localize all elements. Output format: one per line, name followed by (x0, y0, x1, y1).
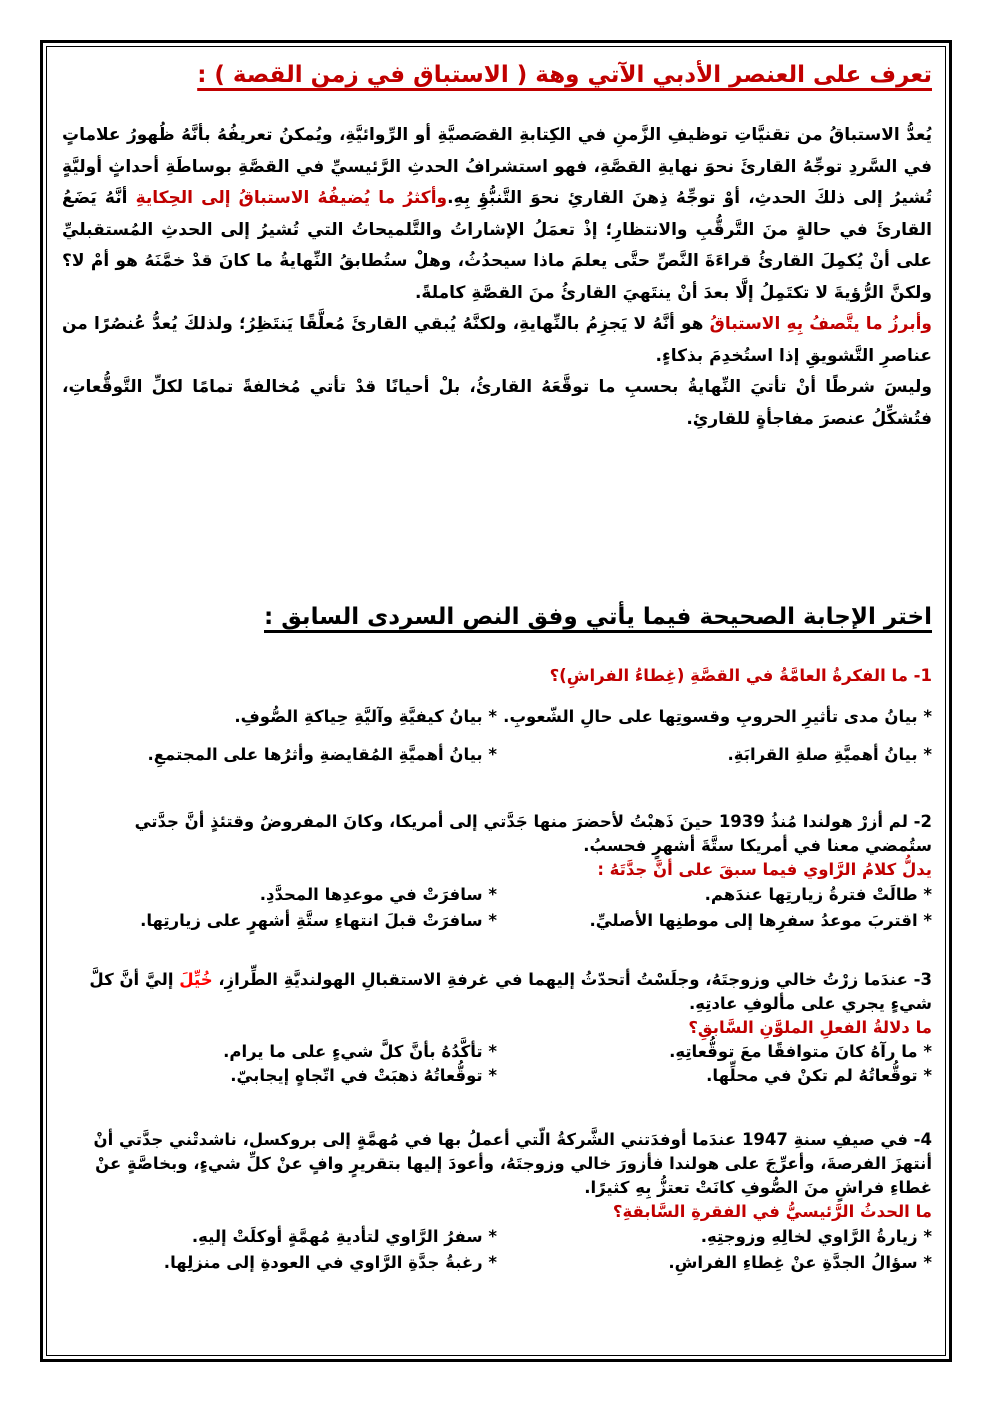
option[interactable]: * بيانُ مدى تأثيرِ الحروبِ وقسوتِها على حالِ الشّعوبِ. (503, 707, 932, 726)
passage-text (62, 968, 932, 1016)
option[interactable]: * زيارةُ الرَّاوي لخالِهِ وزوجتِهِ. (700, 1227, 932, 1246)
intro-highlight: وأبرزُ ما يتَّصفُ بِهِ الاستباقُ (709, 314, 932, 334)
passage-part: 3- عندَما زرْتُ خالي وزوجتَهُ، وجلَسْتُ أتحدّثُ إليهما في غرفةِ الاستقبالِ الهولنديَّةِ الطِّرازِ، (212, 970, 932, 989)
intro-highlight: وأكثرُ ما يُضيفُهُ الاستباقُ إلى الحِكايةِ (135, 188, 448, 208)
option[interactable]: * تأكَّدُهُ بأنَّ كلَّ شيءٍ على ما يرام. (223, 1042, 497, 1061)
intro-text: يُعدُّ الاستباقُ من تقنيَّاتِ توظيفِ الزَّمنِ في الكِتابةِ القصَصيَّةِ أو الرِّوائيَّةِ، ويُمكنُ تعريفُهُ بأنَّهُ ظُهورُ علاماتٍ في السَّردِ توجِّهُ القارئَ نحوَ نهايةِ القصَّةِ، فهو استشرافُ الحدثِ الرَّئيسيِّ في القصَّةِ بوساطَةِ أحداثٍ أوليَّةٍ تُشيرُ إلى ذلكَ الحدثِ، أوْ توجِّهُ ذِهنَ القارئِ نحوَ التَّنبُّؤِ بِهِ. (62, 125, 933, 208)
question-4 (62, 1128, 932, 1276)
intro-text: وليسَ شرطًا أنْ تأتيَ النِّهايةُ بحسبِ ما توقَّعَهُ القارئُ، بلْ أحيانًا قدْ تأتي مُخالفةً تمامًا لكلِّ التَّوقُّعاتِ، فتُشكِّلُ عنصرَ مفاجأةٍ للقارئِ. (62, 377, 932, 429)
option[interactable]: * سفرُ الرَّاوي لتأديةِ مُهمَّةٍ أوكلَتْ إليهِ. (191, 1227, 497, 1246)
option[interactable]: * سافرَتْ قبلَ انتهاءِ ستَّةِ أشهرٍ على زيارتِها. (140, 911, 497, 930)
option[interactable]: * سؤالُ الجدَّةِ عنْ غِطاءِ الفراشِ. (668, 1253, 932, 1272)
option[interactable]: * طالَتْ فترةُ زيارتِها عندَهم. (704, 885, 932, 904)
passage-text: 2- لم أزرْ هولندا مُنذُ 1939 حينَ ذَهبْتُ لأحضرَ منها جَدَّتي إلى أمريكا، وكانَ المفروضُ وقتئذٍ أنَّ جدَّتي ستُمضي معنا في أمريكا ستَّةَ أشهرٍ فحسبُ. (134, 812, 932, 855)
option[interactable]: * سافرَتْ في موعدِها المحدَّدِ. (259, 885, 497, 904)
question-1 (62, 664, 932, 774)
question-2 (62, 810, 932, 934)
option[interactable]: * ما رآهُ كانَ متوافقًا معَ توقُّعاتِهِ. (669, 1042, 932, 1061)
option[interactable]: * رغبةُ جدَّةِ الرَّاوي في العودةِ إلى منزلِها. (163, 1253, 497, 1272)
option[interactable]: * بيانُ أهميَّةِ المُقايضةِ وأثرُها على المجتمعِ. (147, 745, 497, 764)
passage-text: 4- في صيفِ سنةِ 1947 عندَما أوفدَتني الشَّركةُ الّتي أعملُ بها في مُهمَّةٍ إلى بروكسل، ناشدتْني جدَّتي أنْ أنتهزَ الفرصةَ، وأعرِّجَ على هولندا فأزورَ خالي وزوجتَهُ، وأعودَ إليها بتقريرٍ وافٍ عنْ كلِّ شيءٍ، وبخاصَّةٍ عنْ غطاءِ فراشٍ منَ الصُّوفِ كانَتْ تعتزُّ بِهِ كثيرًا. (93, 1130, 932, 1197)
question-text: يدلُّ كلامُ الرَّاوي فيما سبقَ على أنَّ جدَّتَهُ : (597, 860, 932, 879)
option[interactable]: * بيانُ أهميَّةِ صلةِ القرابَةِ. (727, 745, 932, 764)
option[interactable]: * توقُّعاتُهُ لم تكنْ في محلِّها. (706, 1066, 932, 1085)
exercise-title: اختر الإجابة الصحيحة فيما يأتي وفق النص السردى السابق : (264, 604, 932, 630)
option[interactable]: * توقُّعاتُهُ ذهبَتْ في اتّجاهٍ إيجابيّ. (230, 1066, 497, 1085)
intro-text: هو أنَّهُ لا يَجزِمُ بالنِّهايةِ، ولكنَّهُ يُبقي القارئَ مُعلَّقًا يَنتَظِرُ؛ ولذلكَ يُعدُّ عُنصُرًا من عناصرِ التَّشويقِ إذا استُخدِمَ بذكاءٍ. (62, 314, 932, 366)
intro-text: أنَّهُ يَضَعُ القارئَ في حالةٍ منَ التَّرقُّبِ والانتظارِ؛ إذْ تعمَلُ الإشاراتُ والتَّلميحاتُ التي تُشيرُ إلى الحدثِ المُستقبليِّ على أنْ يُكمِلَ القارئُ قراءَةَ النَّصِّ حتَّى يعلمَ ماذا سيحدُثُ، وهلْ ستُطابقُ النِّهايةُ ما كانَ قدْ خمَّنَهُ هو أمْ لا؟ ولكنَّ الرُّؤيةَ لا تكتَمِلُ إلَّا بعدَ أنْ ينتَهيَ القارئُ منَ القصَّةِ كاملةً. (62, 188, 932, 303)
option[interactable]: * بيانُ كيفيَّةِ وآليَّةِ حِياكةِ الصُّوفِ. (234, 707, 497, 726)
option[interactable]: * اقتربَ موعدُ سفرِها إلى موطنِها الأصليِّ. (589, 911, 932, 930)
question-3 (62, 968, 932, 1088)
question-text: 1- ما الفكرةُ العامَّةُ في القصَّةِ (غِطاءُ الفراشِ)؟ (549, 666, 932, 685)
colored-verb: خُيِّلَ (179, 970, 213, 989)
question-text: ما الحدثُ الرَّئيسيُّ في الفقرةِ السَّابقةِ؟ (612, 1202, 932, 1221)
question-text: ما دلالةُ الفعلِ الملوَّنِ السَّابقِ؟ (688, 1018, 932, 1037)
intro-paragraph (62, 120, 932, 435)
intro-title: تعرف على العنصر الأدبي الآتي وهة ( الاستباق في زمن القصة ) : (197, 62, 932, 88)
passage-part: إليَّ أنَّ كلَّ شيءٍ يجري على مألوفِ عادتِهِ. (89, 970, 932, 1013)
